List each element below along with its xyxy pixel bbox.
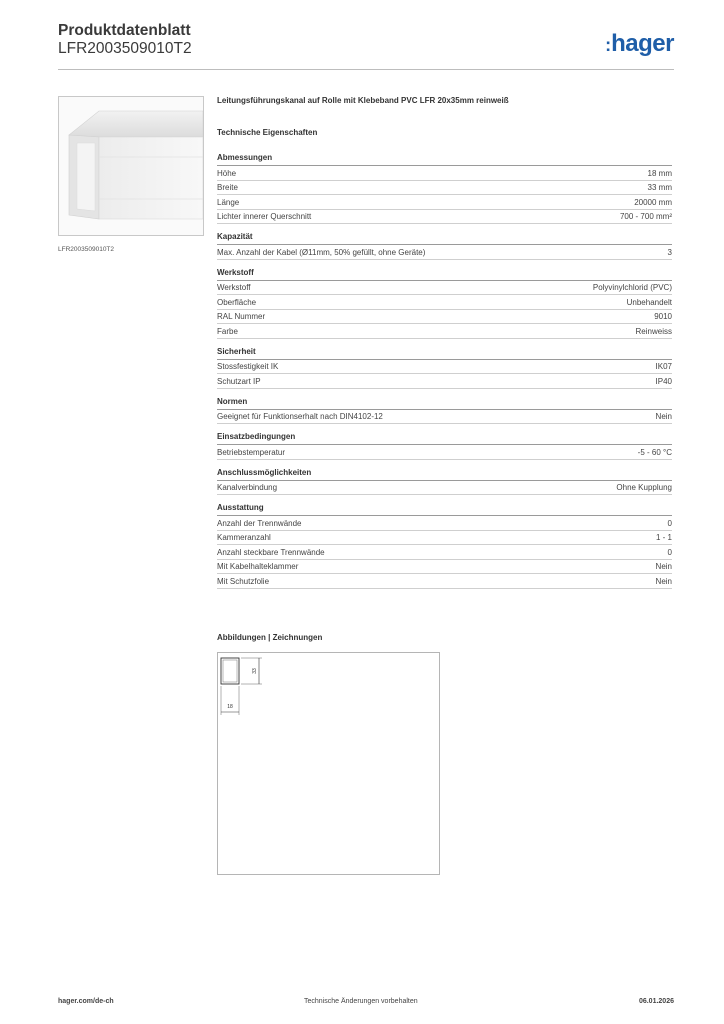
property-value: Polyvinylchlorid (PVC) <box>592 283 672 292</box>
property-label: Geeignet für Funktionserhalt nach DIN4102-12 <box>217 412 383 421</box>
product-image-caption: LFR2003509010T2 <box>58 246 115 253</box>
property-label: Stossfestigkeit IK <box>217 362 279 371</box>
property-value: Nein <box>655 562 672 571</box>
property-row <box>217 545 672 560</box>
property-section <box>217 397 672 425</box>
property-section <box>217 468 672 496</box>
property-label: Betriebstemperatur <box>217 447 286 457</box>
property-value: IK07 <box>655 362 672 371</box>
property-label: Mit Schutzfolie <box>217 576 270 586</box>
property-label: Lichter innerer Querschnitt <box>217 212 312 221</box>
property-row <box>217 181 672 196</box>
property-row <box>217 410 672 425</box>
technical-content <box>217 96 672 597</box>
property-label: Werkstoff <box>217 283 251 292</box>
property-section <box>217 232 672 260</box>
logo-prefix: : <box>605 35 612 55</box>
section-title: Werkstoff <box>217 268 672 281</box>
property-row <box>217 516 672 531</box>
property-section <box>217 503 672 589</box>
width-dimension-label: 18 <box>227 704 233 710</box>
duct-profile-inner <box>223 660 237 682</box>
property-row <box>217 445 672 460</box>
section-title: Anschlussmöglichkeiten <box>217 468 672 481</box>
property-row <box>217 310 672 325</box>
property-row <box>217 574 672 589</box>
property-value: 20000 mm <box>634 197 672 207</box>
property-value: Unbehandelt <box>626 297 672 307</box>
technical-drawing <box>217 652 440 875</box>
property-row <box>217 360 672 375</box>
property-value: 33 mm <box>647 183 672 192</box>
property-row <box>217 481 672 496</box>
property-value: Ohne Kupplung <box>616 483 672 492</box>
cable-duct-illustration <box>59 97 203 235</box>
footer-website: hager.com/de-ch <box>58 998 114 1005</box>
property-section <box>217 268 672 339</box>
property-label: Höhe <box>217 168 237 178</box>
property-label: Oberfläche <box>217 297 257 307</box>
property-row <box>217 281 672 296</box>
property-label: Kanalverbindung <box>217 483 278 492</box>
footer-notice: Technische Änderungen vorbehalten <box>304 998 418 1005</box>
technical-properties-heading: Technische Eigenschaften <box>217 128 318 137</box>
property-value: 0 <box>667 518 672 528</box>
property-label: Mit Kabelhalteklammer <box>217 562 299 571</box>
duct-profile-outline <box>221 658 239 684</box>
property-label: Anzahl steckbare Trennwände <box>217 547 325 557</box>
property-label: Länge <box>217 197 240 207</box>
property-sections <box>217 153 672 589</box>
property-value: 1 - 1 <box>655 533 672 542</box>
property-value: Reinweiss <box>635 326 672 336</box>
property-value: 9010 <box>654 312 672 321</box>
footer-date: 06.01.2026 <box>638 998 674 1005</box>
property-row <box>217 324 672 339</box>
property-value: -5 - 60 °C <box>637 447 672 457</box>
property-row <box>217 166 672 181</box>
property-section <box>217 153 672 224</box>
property-value: IP40 <box>655 376 672 386</box>
header-divider <box>58 69 674 70</box>
drawings-heading: Abbildungen | Zeichnungen <box>217 633 323 642</box>
property-label: Max. Anzahl der Kabel (Ø11mm, 50% gefüllt, ohne Geräte) <box>217 247 426 257</box>
property-row <box>217 245 672 260</box>
property-label: Schutzart IP <box>217 376 261 386</box>
property-row <box>217 374 672 389</box>
property-row <box>217 560 672 575</box>
section-title: Abmessungen <box>217 153 672 166</box>
section-title: Sicherheit <box>217 347 672 360</box>
section-title: Einsatzbedingungen <box>217 432 672 445</box>
section-title: Ausstattung <box>217 503 672 516</box>
property-value: 0 <box>667 547 672 557</box>
property-value: Nein <box>655 576 672 586</box>
property-row <box>217 531 672 546</box>
property-section <box>217 347 672 389</box>
cross-section-drawing <box>218 653 439 874</box>
property-label: Kammeranzahl <box>217 533 271 542</box>
product-number: LFR2003509010T2 <box>58 40 192 57</box>
property-value: 18 mm <box>647 168 672 178</box>
section-title: Kapazität <box>217 232 672 245</box>
height-dimension-label: 33 <box>252 668 258 674</box>
logo-text: hager <box>611 30 674 57</box>
property-row <box>217 210 672 225</box>
property-section <box>217 432 672 460</box>
property-label: Farbe <box>217 326 238 336</box>
property-label: Breite <box>217 183 238 192</box>
property-row <box>217 295 672 310</box>
section-title: Normen <box>217 397 672 410</box>
product-image <box>58 96 204 236</box>
page-title: Produktdatenblatt <box>58 22 191 39</box>
property-row <box>217 195 672 210</box>
property-label: Anzahl der Trennwände <box>217 518 302 528</box>
property-value: Nein <box>655 412 672 421</box>
property-value: 700 - 700 mm² <box>619 212 672 221</box>
property-value: 3 <box>667 247 672 257</box>
product-description: Leitungsführungskanal auf Rolle mit Klebeband PVC LFR 20x35mm reinweiß <box>217 96 509 105</box>
hager-logo <box>605 30 674 58</box>
property-label: RAL Nummer <box>217 312 266 321</box>
